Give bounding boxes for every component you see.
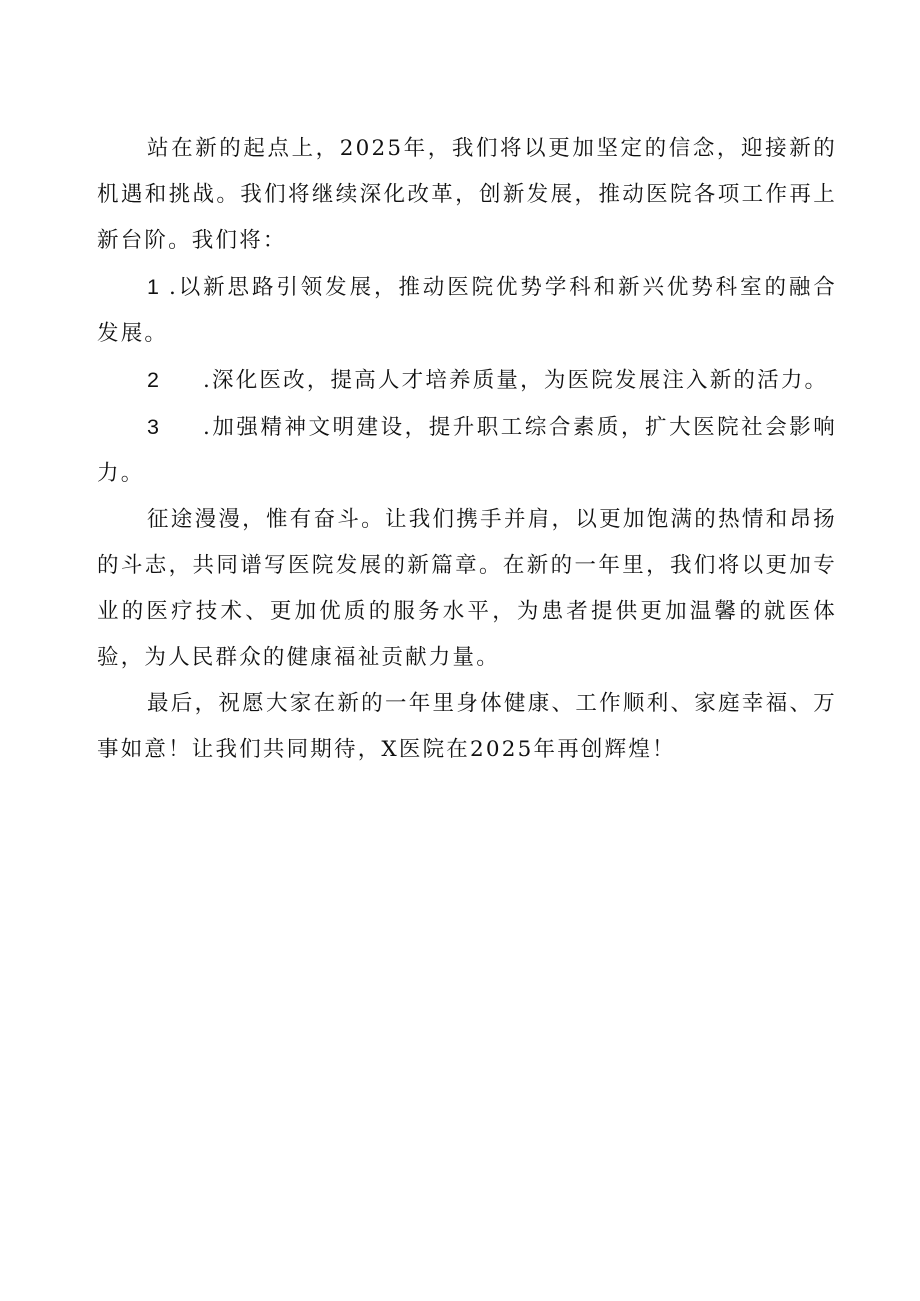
- list-item-1: [97, 264, 837, 357]
- list-item-number: 1: [147, 275, 162, 299]
- closing-paragraph-1: 征途漫漫，惟有奋斗。让我们携手并肩，以更加饱满的热情和昂扬的斗志，共同谱写医院发展的新篇章。在新的一年里，我们将以更加专业的医疗技术、更加优质的服务水平，为患者提供更加温馨的就医体验，为人民群众的健康福祉贡献力量。: [97, 507, 837, 670]
- document-body: [97, 126, 837, 773]
- list-item-3: [97, 404, 837, 497]
- list-item-text: .加强精神文明建设，提升职工综合素质，扩大医院社会影响力。: [97, 415, 837, 486]
- list-item-text: .以新思路引领发展，推动医院优势学科和新兴优势科室的融合发展。: [97, 275, 837, 346]
- list-item-number: 3: [147, 415, 162, 439]
- list-item-2: [97, 357, 837, 404]
- intro-paragraph: 站在新的起点上，2025年，我们将以更加坚定的信念，迎接新的机遇和挑战。我们将继续深化改革，创新发展，推动医院各项工作再上新台阶。我们将：: [97, 136, 837, 253]
- list-item-text: .深化医改，提高人才培养质量，为医院发展注入新的活力。: [203, 368, 829, 393]
- list-item-number: 2: [147, 368, 162, 392]
- closing-paragraph-2: 最后，祝愿大家在新的一年里身体健康、工作顺利、家庭幸福、万事如意！让我们共同期待，X医院在2025年再创辉煌！: [97, 691, 837, 762]
